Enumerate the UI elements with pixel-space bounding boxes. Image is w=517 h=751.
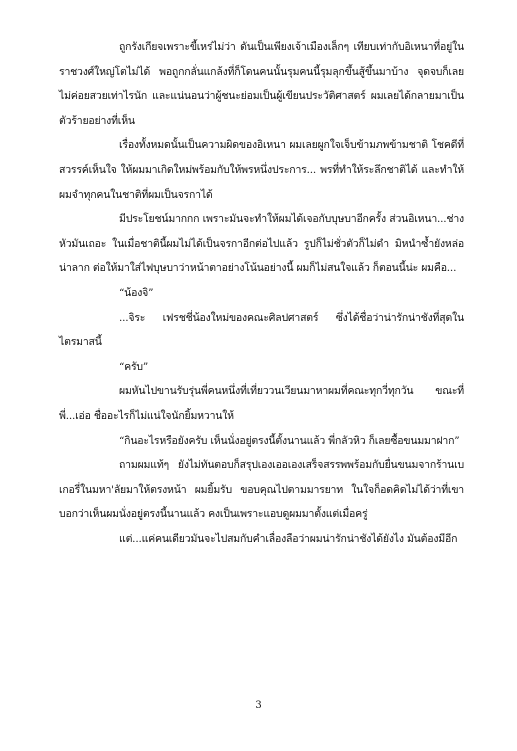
dialogue-line: “กินอะไรหรือยังครับ เห็นนั่งอยู่ตรงนี้ตั้งนานแล้ว พี่กลัวหิว ก็เลยซื้อขนมมาฝาก” (119, 434, 460, 447)
paragraph: ผมหันไปขานรับรุ่นพี่คนหนึ่งที่เที่ยววนเวียนมาหาผมที่คณะทุกวี่ทุกวัน ขณะที่พี่...เอ่อ ชื่ออะไรก็ไม่แน่ใจนักยิ้มหวานให้ (59, 385, 464, 422)
page-number: 3 (255, 700, 262, 711)
dialogue-line: “น้องจิ” (119, 286, 154, 299)
paragraph: แต่...แค่คนเดียวมันจะไปสมกับคำเลื่องลือว่าผมน่ารักน่าชังได้ยังไง มันต้องมีอีก (119, 532, 458, 545)
paragraph: เรื่องทั้งหมดนั้นเป็นความผิดของอิเหนา ผมเลยผูกใจเจ็บข้ามภพข้ามชาติ โชคดีที่สวรรค์เห็นใจ ให้ผมมาเกิดใหม่พร้อมกับให้พรหนึ่งประการ... พรที่ทำให้ระลึกชาติได้ และทำให้ผมจำทุกคนในชาติที่ผมเป็นจรกาได้ (59, 139, 464, 201)
paragraph: ถามผมแท้ๆ ยังไม่ทันตอบก็สรุปเองเออเองเสร็จสรรพพร้อมกับยื่นขนมจากร้านเบเกอรี่ในมหา'ลัยมาให้ตรงหน้า ผมยิ้มรับ ขอบคุณไปตามมารยาท ในใจก็อดคิดไม่ได้ว่าที่เขาบอกว่าเห็นผมนั่งอยู่ตรงนี้นานแล้ว คงเป็นเพราะแอบดูผมมาตั้งแต่เมื่อครู่ (59, 459, 464, 521)
paragraph: ถูกรังเกียจเพราะขี้เหร่ไม่ว่า ดันเป็นเพียงเจ้าเมืองเล็กๆ เทียบเท่ากับอิเหนาที่อยู่ในราชวงศ์ใหญ่โตไม่ได้ พอถูกกลั่นแกล้งที่ก็โดนคนนั้นรุมคนนี้รุมลุกขึ้นสู้ขึ้นมาบ้าง จุดจบก็เลยไม่ค่อยสวยเท่าไรนัก และแน่นอนว่าผู้ชนะย่อมเป็นผู้เขียนประวัติศาสตร์ ผมเลยได้กลายมาเป็นตัวร้ายอย่างที่เห็น (59, 41, 464, 127)
body-text (59, 35, 464, 551)
paragraph: ...จิระ เฟรชชี่น้องใหม่ของคณะศิลปศาสตร์ ซึ่งได้ชื่อว่าน่ารักน่าชังที่สุดในไตรมาสนี้ (59, 311, 464, 349)
dialogue-line: “ครับ” (119, 360, 149, 373)
paragraph: มีประโยชน์มากกก เพราะมันจะทำให้ผมได้เจอกับบุษบาอีกครั้ง ส่วนอิเหนา...ช่างหัวมันเถอะ ในเมื่อชาตินี้ผมไม่ได้เป็นจรกาอีกต่อไปแล้ว รูปก็ไม่ชั่วตัวก็ไม่ดำ มิหนำซ้ำยังหล่อน่าลาก ต่อให้มาใส่ไฟบุษบาว่าหน้าตาอย่างโน้นอย่างนี้ ผมก็ไม่สนใจแล้ว ก็ตอนนี้น่ะ ผมคือ... (59, 213, 464, 275)
